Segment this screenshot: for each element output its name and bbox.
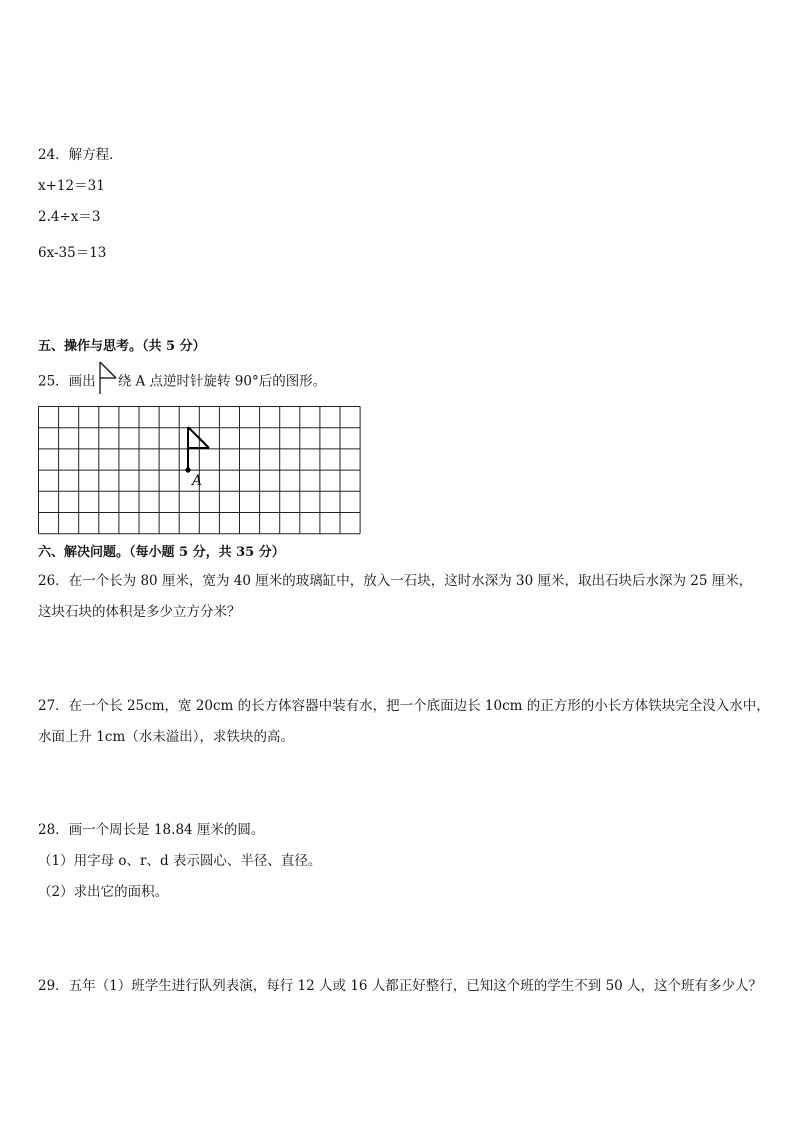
q27-line-2: 水面上升 1cm（水未溢出），求铁块的高。 <box>38 729 294 745</box>
q27-line-1: 27．在一个长 25cm，宽 20cm 的长方体容器中装有水，把一个底面边长 10cm 的正方形的小长方体铁块完全没入水中， <box>38 698 770 714</box>
grid-lines <box>39 407 361 534</box>
q24-equation-1: x+12＝31 <box>38 178 105 194</box>
q29-text: 29．五年（1）班学生进行队列表演，每行 12 人或 16 人都正好整行，已知这个班的学生不到 50 人，这个班有多少人？ <box>38 978 763 994</box>
section-6-heading: 六、解决问题。（每小题 5 分，共 35 分） <box>38 545 285 560</box>
section-5-heading: 五、操作与思考。（共 5 分） <box>38 339 206 354</box>
q24-title: 24．解方程． <box>38 147 123 163</box>
q26-line-2: 这块石块的体积是多少立方分米？ <box>38 604 241 620</box>
flag-shape-icon <box>96 361 118 395</box>
flag-figure <box>185 427 209 489</box>
q28-line-1: 28．画一个周长是 18.84 厘米的圆。 <box>38 822 265 838</box>
q24-equation-2: 2.4÷x＝3 <box>38 209 101 225</box>
point-a-label: A <box>192 473 203 489</box>
point-a-dot <box>185 467 190 472</box>
q25-text-after: 绕 A 点逆时针旋转 90°后的图形。 <box>117 373 327 390</box>
q25-text-before: 25．画出 <box>38 373 96 390</box>
q28-sub-1: （1）用字母 o、r、d 表示圆心、半径、直径。 <box>38 853 322 869</box>
square-grid <box>38 406 361 535</box>
q28-sub-2: （2）求出它的面积。 <box>38 884 169 900</box>
q26-line-1: 26．在一个长为 80 厘米，宽为 40 厘米的玻璃缸中，放入一石块，这时水深为 30 厘米，取出石块后水深为 25 厘米， <box>38 573 753 589</box>
q25-text <box>38 369 326 395</box>
q24-equation-3: 6x-35＝13 <box>38 245 107 261</box>
flag-diagonal <box>188 427 209 448</box>
